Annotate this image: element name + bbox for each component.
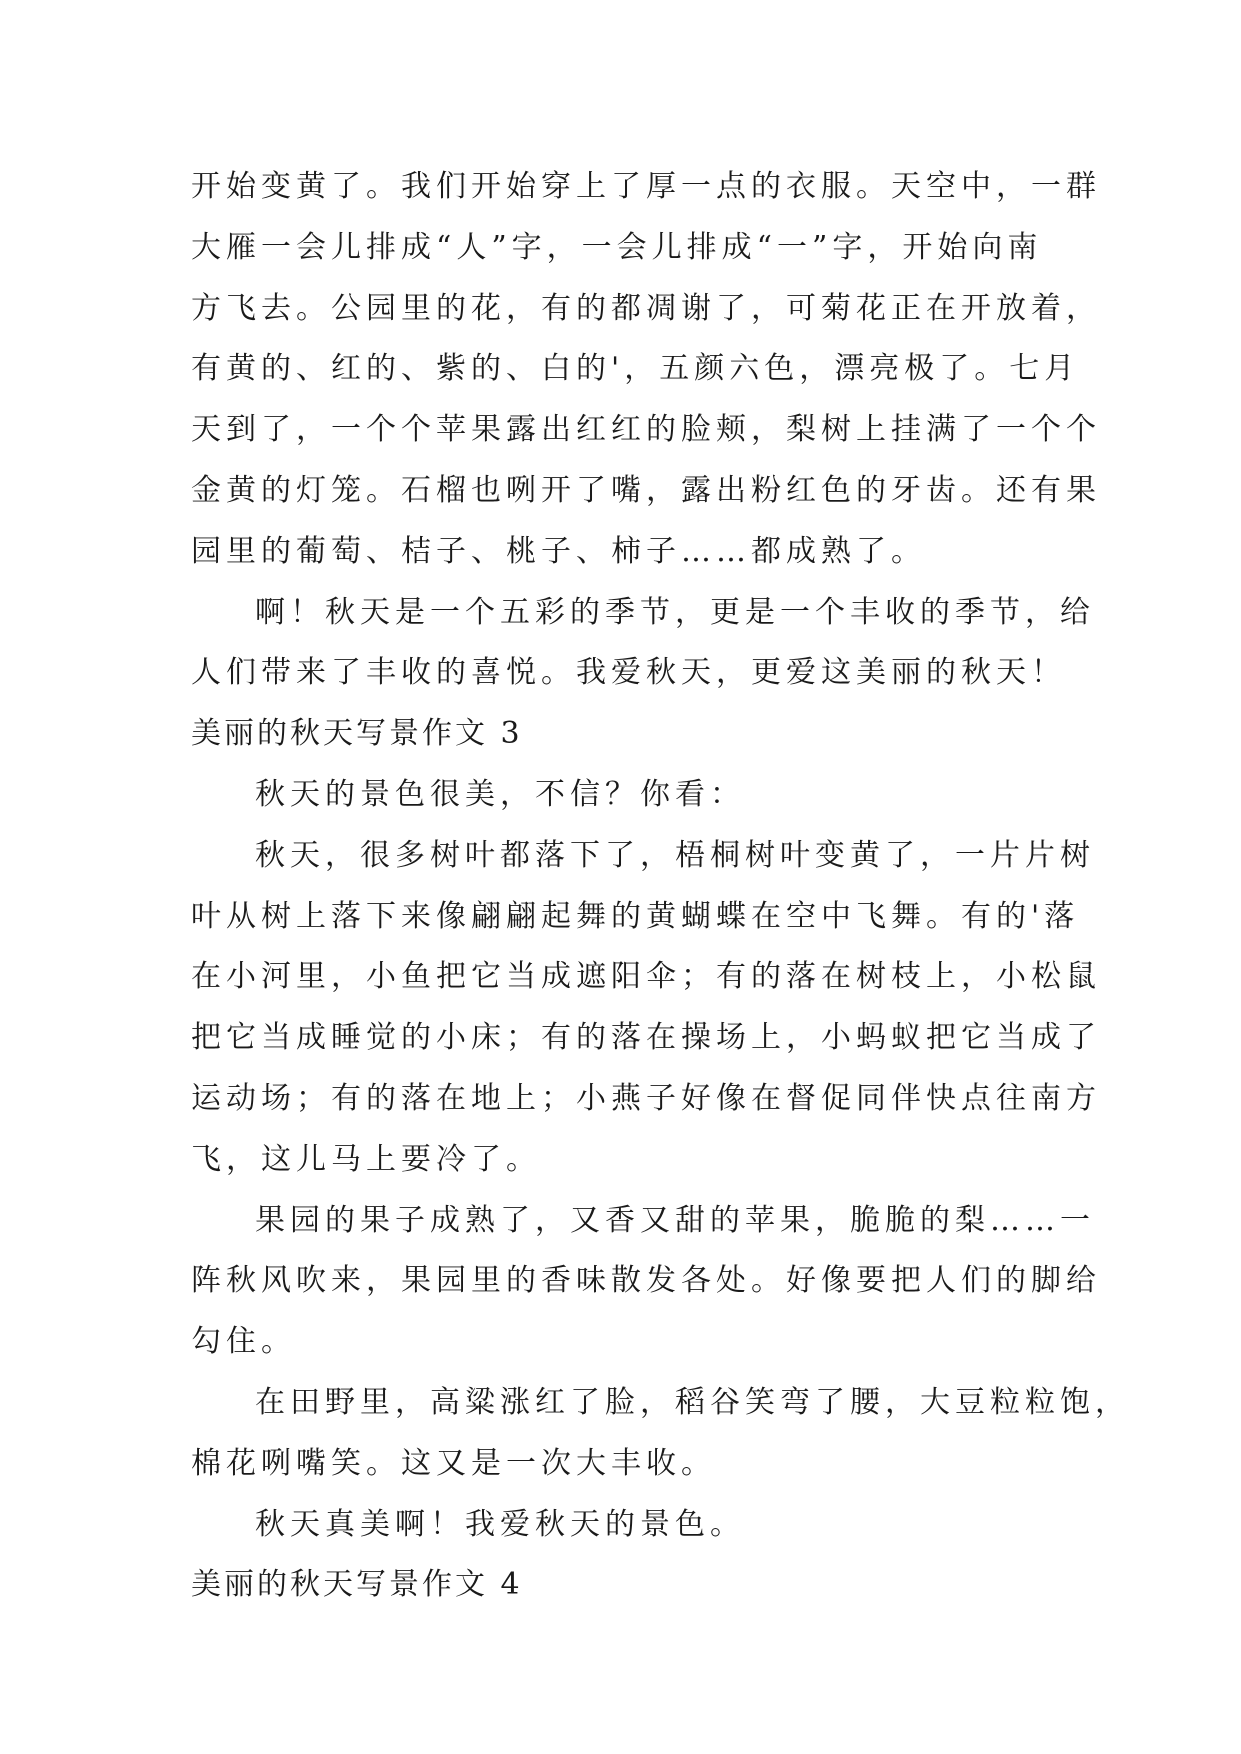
text-line: 天到了，一个个苹果露出红红的脸颊，梨树上挂满了一个个 [191, 412, 1101, 448]
text-line: 在田野里，高粱涨红了脸，稻谷笑弯了腰，大豆粒粒饱， [255, 1384, 1130, 1420]
text-line: 叶从树上落下来像翩翩起舞的黄蝴蝶在空中飞舞。有的'落 [191, 898, 1080, 934]
text-line: 勾住。 [191, 1324, 296, 1360]
paragraph [191, 1373, 1130, 1495]
text-line: 方飞去。公园里的花，有的都凋谢了，可菊花正在开放着， [191, 290, 1101, 326]
text-line: 运动场；有的落在地上；小燕子好像在督促同伴快点往南方 [191, 1080, 1101, 1116]
section-heading: 美丽的秋天写景作文 4 [191, 1567, 523, 1603]
text-line: 有黄的、红的、紫的、白的'，五颜六色，漂亮极了。七月 [191, 351, 1080, 387]
document-body [191, 157, 1130, 1616]
text-line: 秋天真美啊！我爱秋天的景色。 [255, 1506, 745, 1542]
text-line: 飞，这儿马上要冷了。 [191, 1141, 541, 1177]
paragraph [191, 826, 1101, 1191]
text-line: 金黄的灯笼。石榴也咧开了嘴，露出粉红色的牙齿。还有果 [191, 472, 1101, 508]
paragraph [191, 765, 1061, 826]
text-line: 啊！秋天是一个五彩的季节，更是一个丰收的季节，给 [255, 594, 1095, 630]
paragraph [191, 1191, 1101, 1373]
paragraph [191, 1495, 1061, 1556]
text-line: 园里的葡萄、桔子、桃子、柿子……都成熟了。 [191, 533, 926, 569]
text-line: 人们带来了丰收的喜悦。我爱秋天，更爱这美丽的秋天！ [191, 655, 1066, 691]
text-line: 果园的果子成熟了，又香又甜的苹果，脆脆的梨……一 [255, 1202, 1095, 1238]
text-line: 在小河里，小鱼把它当成遮阳伞；有的落在树枝上，小松鼠 [191, 959, 1101, 995]
text-line: 阵秋风吹来，果园里的香味散发各处。好像要把人们的脚给 [191, 1263, 1101, 1299]
text-line: 棉花咧嘴笑。这又是一次大丰收。 [191, 1445, 716, 1481]
paragraph [191, 157, 1101, 583]
text-line: 开始变黄了。我们开始穿上了厚一点的衣服。天空中，一群 [191, 169, 1101, 204]
section-heading: 美丽的秋天写景作文 3 [191, 716, 523, 752]
paragraph [191, 583, 1095, 705]
text-line: 大雁一会儿排成“人”字，一会儿排成“一”字，开始向南 [191, 229, 1043, 265]
text-line: 把它当成睡觉的小床；有的落在操场上，小蚂蚁把它当成了 [191, 1020, 1101, 1056]
text-line: 秋天，很多树叶都落下了，梧桐树叶变黄了，一片片树 [255, 837, 1095, 873]
text-line: 秋天的景色很美，不信？你看： [255, 776, 745, 812]
